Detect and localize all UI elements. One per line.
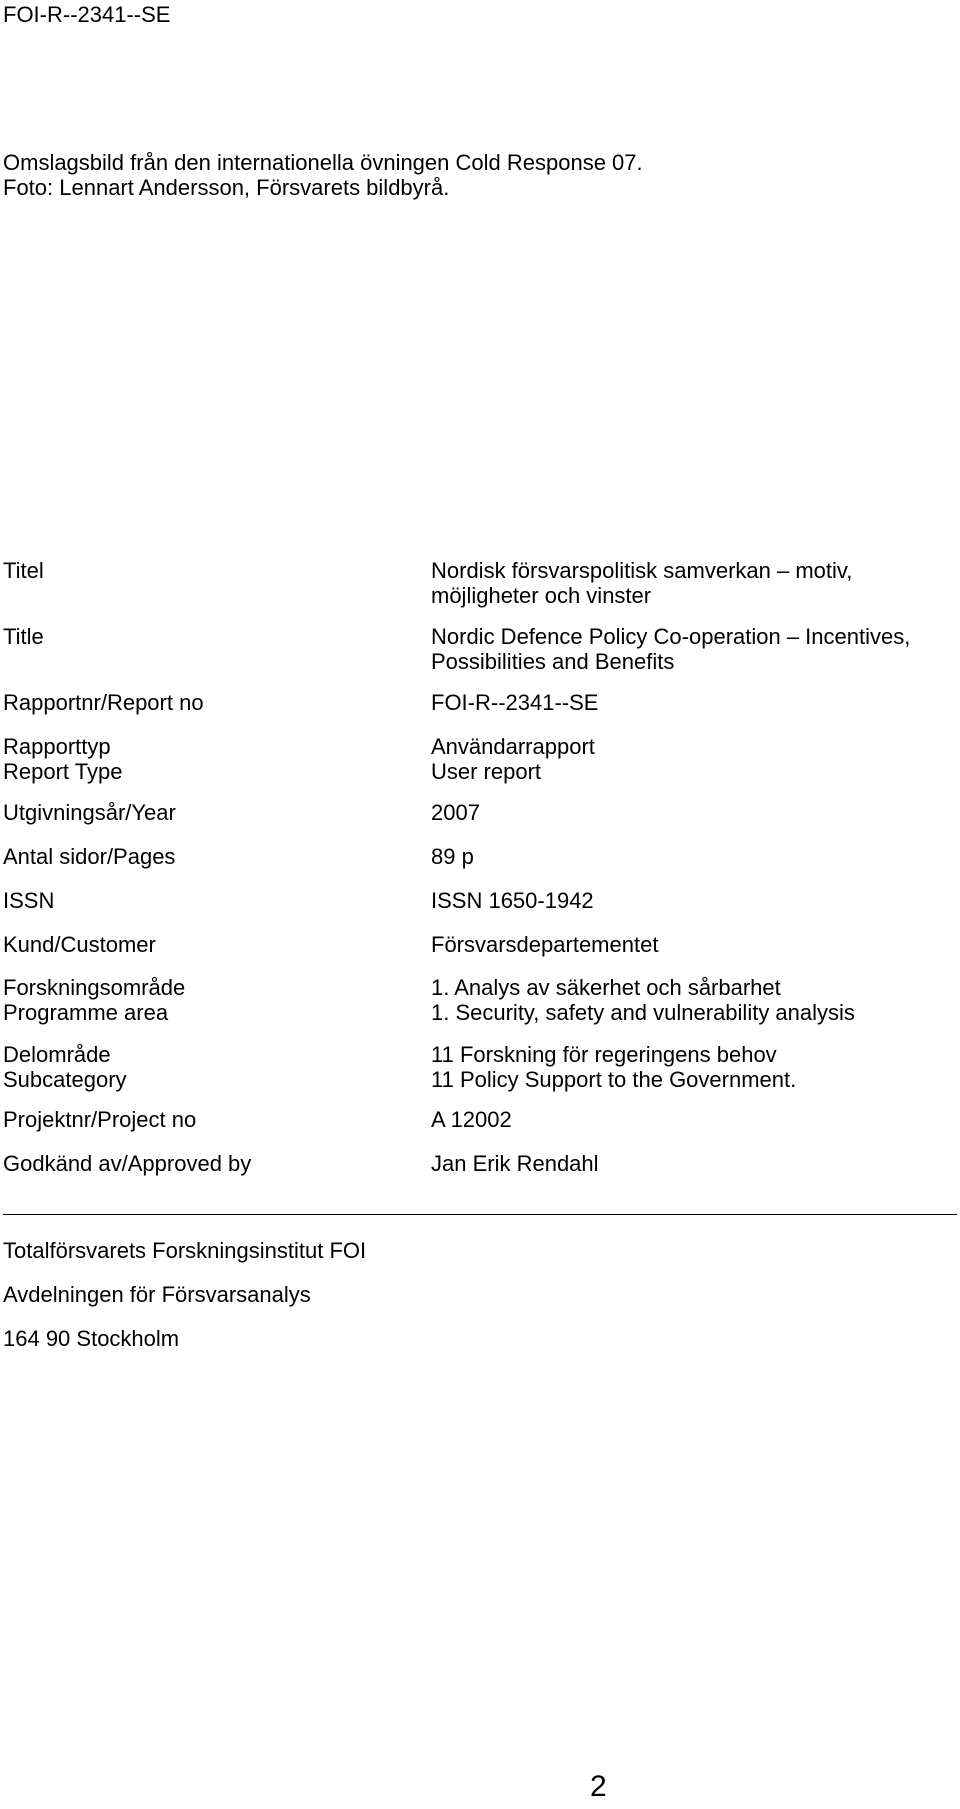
cover-photo-caption <box>3 150 643 200</box>
customer-value: Försvarsdepartementet <box>431 932 659 957</box>
footer-division: Avdelningen för Försvarsanalys <box>3 1282 311 1307</box>
customer-label: Kund/Customer <box>3 932 156 957</box>
page-number: 2 <box>590 1770 607 1803</box>
subcategory-value-en: 11 Policy Support to the Government. <box>431 1067 797 1092</box>
report-type-label <box>3 734 122 784</box>
pages-value: 89 p <box>431 844 474 869</box>
subcategory-label-en: Subcategory <box>3 1067 127 1092</box>
approved-by-value: Jan Erik Rendahl <box>431 1151 599 1176</box>
report-no-value: FOI-R--2341--SE <box>431 690 599 715</box>
issn-label: ISSN <box>3 888 55 913</box>
report-type-label-en: Report Type <box>3 759 123 784</box>
titel-value <box>431 558 852 608</box>
report-type-value-sv: Användarrapport <box>431 734 595 759</box>
report-type-value <box>431 734 595 784</box>
approved-by-label: Godkänd av/Approved by <box>3 1151 252 1176</box>
title-label: Title <box>3 624 44 649</box>
subcategory-value <box>431 1042 796 1092</box>
footer-org: Totalförsvarets Forskningsinstitut FOI <box>3 1238 367 1263</box>
titel-value-line-1: Nordisk försvarspolitisk samverkan – motiv, <box>431 558 853 583</box>
project-no-label: Projektnr/Project no <box>3 1107 197 1132</box>
divider-rule <box>3 1214 957 1215</box>
year-value: 2007 <box>431 800 480 825</box>
programme-area-value-en: 1. Security, safety and vulnerability analysis <box>431 1000 855 1025</box>
year-label: Utgivningsår/Year <box>3 800 176 825</box>
caption-line-1: Omslagsbild från den internationella övningen Cold Response 07. <box>3 150 643 175</box>
issn-value: ISSN 1650-1942 <box>431 888 594 913</box>
report-no-label: Rapportnr/Report no <box>3 690 204 715</box>
pages-label: Antal sidor/Pages <box>3 844 176 869</box>
programme-area-value-sv: 1. Analys av säkerhet och sårbarhet <box>431 975 781 1000</box>
subcategory-label <box>3 1042 127 1092</box>
titel-label: Titel <box>3 558 44 583</box>
programme-area-value <box>431 975 855 1025</box>
project-no-value: A 12002 <box>431 1107 512 1132</box>
programme-area-label <box>3 975 185 1025</box>
title-value-line-2: Possibilities and Benefits <box>431 649 675 674</box>
caption-line-2: Foto: Lennart Andersson, Försvarets bildbyrå. <box>3 175 450 200</box>
programme-area-label-sv: Forskningsområde <box>3 975 186 1000</box>
subcategory-value-sv: 11 Forskning för regeringens behov <box>431 1042 777 1067</box>
titel-value-line-2: möjligheter och vinster <box>431 583 652 608</box>
programme-area-label-en: Programme area <box>3 1000 169 1025</box>
title-value <box>431 624 910 674</box>
report-type-value-en: User report <box>431 759 542 784</box>
footer-address: 164 90 Stockholm <box>3 1326 180 1351</box>
title-value-line-1: Nordic Defence Policy Co-operation – Incentives, <box>431 624 911 649</box>
subcategory-label-sv: Delområde <box>3 1042 111 1067</box>
report-type-label-sv: Rapporttyp <box>3 734 111 759</box>
report-id-header: FOI-R--2341--SE <box>3 2 171 27</box>
